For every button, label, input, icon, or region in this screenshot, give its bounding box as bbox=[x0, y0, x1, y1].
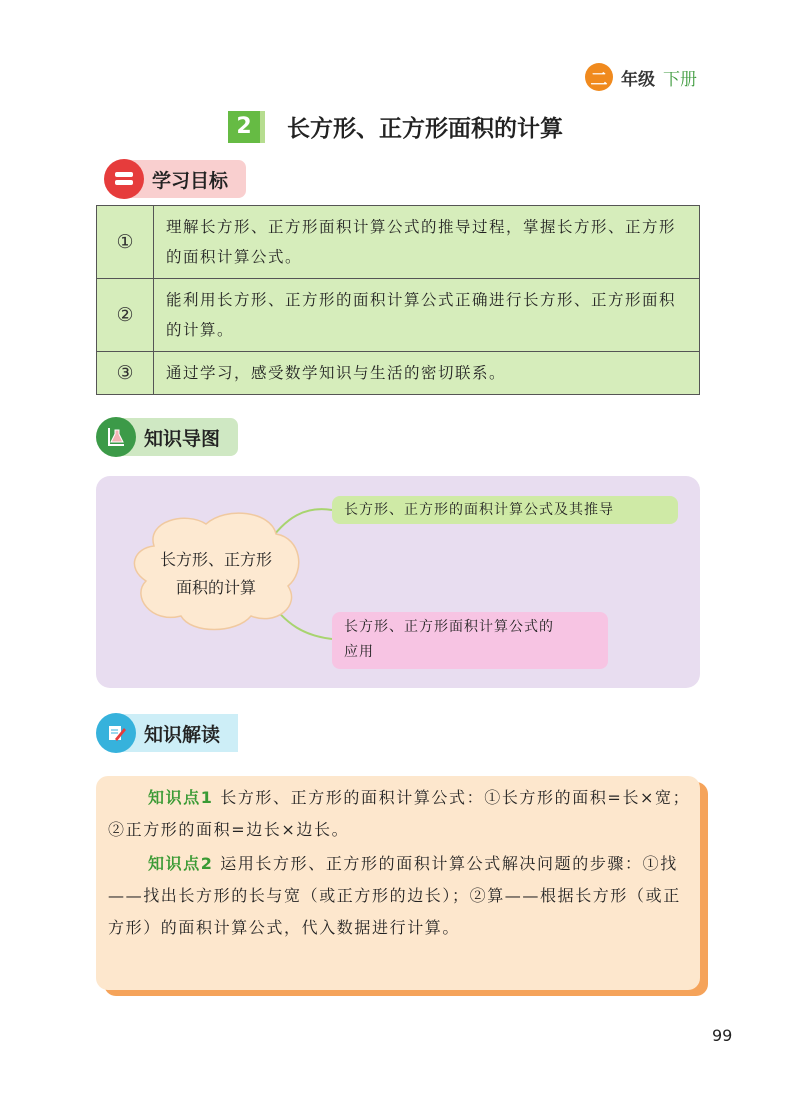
goals-table bbox=[96, 205, 700, 395]
pencil-notepad-icon bbox=[96, 713, 136, 753]
grade-number-badge: 二 bbox=[585, 63, 613, 91]
mind-map-center-line2: 面积的计算 bbox=[175, 578, 256, 597]
branch-application-line2: 应用 bbox=[344, 644, 374, 660]
branch-application-line1: 长方形、正方形面积计算公式的 bbox=[344, 619, 554, 635]
goal-text: 通过学习，感受数学知识与生活的密切联系。 bbox=[154, 352, 700, 395]
term-label: 下册 bbox=[663, 69, 697, 90]
goal-text: 理解长方形、正方形面积计算公式的推导过程，掌握长方形、正方形的面积计算公式。 bbox=[154, 206, 700, 279]
table-row bbox=[97, 206, 700, 279]
knowledge-point-1 bbox=[96, 782, 692, 846]
knowledge-point-label: 知识点1 bbox=[148, 788, 214, 807]
mind-map-center bbox=[146, 546, 286, 602]
goal-number: ② bbox=[97, 279, 154, 352]
grade-indicator bbox=[585, 62, 697, 92]
grade-label: 年级 bbox=[621, 69, 655, 90]
mind-map bbox=[96, 476, 700, 688]
section-label-knowledge-interpretation: 知识解读 bbox=[144, 723, 221, 746]
section-label-knowledge-map: 知识导图 bbox=[144, 427, 221, 450]
knowledge-box bbox=[96, 776, 700, 990]
knowledge-point-text: 长方形、正方形的面积计算公式：①长方形的面积=长×宽；②正方形的面积=边长×边长。 bbox=[108, 788, 691, 839]
lesson-title-text: 长方形、正方形面积的计算 bbox=[287, 116, 563, 142]
lesson-title bbox=[228, 110, 563, 143]
goal-number: ③ bbox=[97, 352, 154, 395]
section-knowledge-map bbox=[100, 418, 238, 456]
mind-map-branch-application bbox=[332, 612, 608, 669]
table-row bbox=[97, 279, 700, 352]
page-number: 99 bbox=[712, 1026, 733, 1045]
knowledge-point-text: 运用长方形、正方形的面积计算公式解决问题的步骤：①找——找出长方形的长与宽（或正方形的边长）；②算——根据长方形（或正方形）的面积计算公式，代入数据进行计算。 bbox=[108, 854, 681, 937]
section-knowledge-interpretation bbox=[100, 714, 238, 752]
mind-map-center-line1: 长方形、正方形 bbox=[159, 550, 272, 569]
table-row bbox=[97, 352, 700, 395]
knowledge-point-label: 知识点2 bbox=[148, 854, 214, 873]
section-label-learning-goals: 学习目标 bbox=[152, 169, 229, 192]
goal-text: 能利用长方形、正方形的面积计算公式正确进行长方形、正方形面积的计算。 bbox=[154, 279, 700, 352]
section-learning-goals bbox=[108, 160, 246, 198]
books-icon bbox=[104, 159, 144, 199]
flask-icon bbox=[96, 417, 136, 457]
knowledge-point-2 bbox=[96, 848, 692, 944]
mind-map-branch-formula: 长方形、正方形的面积计算公式及其推导 bbox=[332, 496, 678, 524]
lesson-number-badge: 2 bbox=[228, 111, 265, 143]
goal-number: ① bbox=[97, 206, 154, 279]
